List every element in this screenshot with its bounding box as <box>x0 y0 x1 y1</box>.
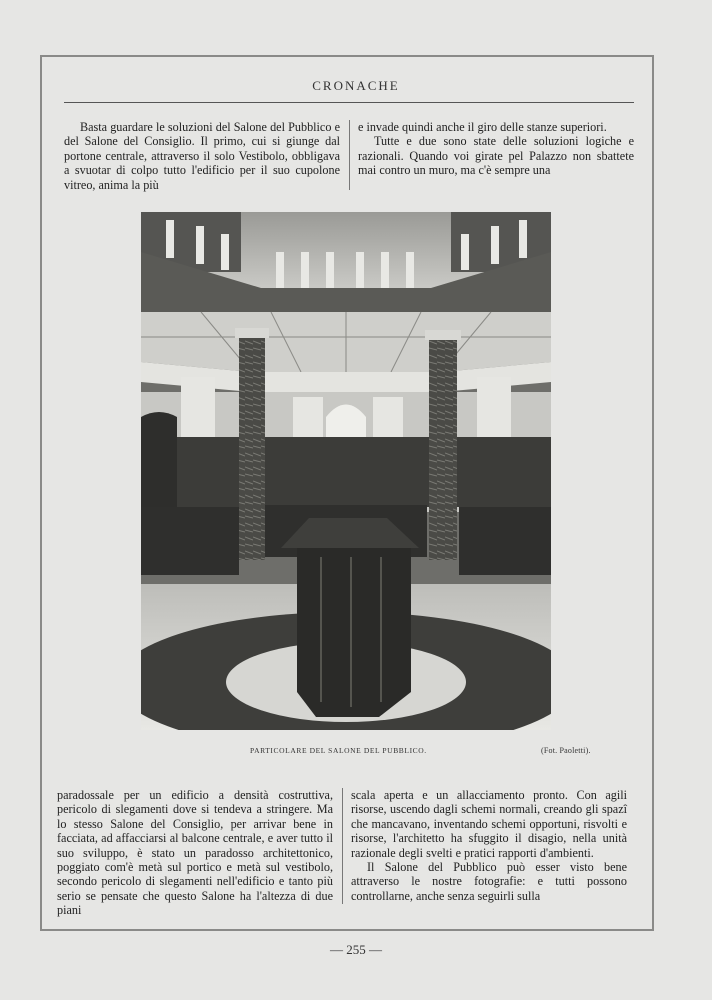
column-divider <box>342 788 343 904</box>
paragraph: scala aperta e un allacciamento pronto. Con agili risorse, uscendo dagli schemi normali, creando gli spazî che mancavano, inventando schemi opportuni, risvolti e risorse, l'architetto ha sfuggito il disagio, nella unità razionale degli svelti e pratici rapporti d'ambienti. <box>351 788 627 860</box>
photo-credit: (Fot. Paoletti). <box>541 746 591 755</box>
paragraph: Tutte e due sono state delle soluzioni logiche e razionali. Quando voi girate pel Palazzo non sbattete mai contro un muro, ma c'è sempre una <box>358 134 634 178</box>
hall-photograph <box>141 212 551 730</box>
page-number: — 255 — <box>330 942 382 957</box>
text-column-bottom-left <box>57 788 333 918</box>
column-divider <box>349 120 350 190</box>
paragraph: e invade quindi anche il giro delle stanze superiori. <box>358 120 607 134</box>
paragraph: Basta guardare le soluzioni del Salone del Pubblico e del Salone del Consiglio. Il primo, cui si giunge dal portone centrale, attraverso il solo Vestibolo, obbligava a svuotar di colpo tutto l'edificio per il suo cupolone vitreo, anima la più <box>64 120 340 192</box>
text-column-top-right <box>358 120 634 194</box>
figure-caption: PARTICOLARE DEL SALONE DEL PUBBLICO. <box>250 746 427 755</box>
text-column-top-left <box>64 120 340 194</box>
paragraph: Il Salone del Pubblico può esser visto bene attraverso le nostre fotografie: e tutti possono controllarne, anche senza seguirli sulla <box>351 860 627 903</box>
text-column-bottom-right <box>351 788 627 906</box>
header-rule <box>64 102 634 103</box>
page-header: CRONACHE <box>312 78 400 93</box>
paragraph: paradossale per un edificio a densità costruttiva, pericolo di slegamenti dove si tendeva a stringere. Ma lo stesso Salone del Consiglio, per arrivar bene in facciata, ad affacciarsi al balcone centrale, e aver tutto il suo sviluppo, è stato un paradosso architettonico, poggiato com'è metà sul portico e metà sul vestibolo, secondo pericolo di slegamenti nell'edificio e tanto più serio se pensate che questo Salone ha l'altezza di due piani <box>57 788 333 918</box>
